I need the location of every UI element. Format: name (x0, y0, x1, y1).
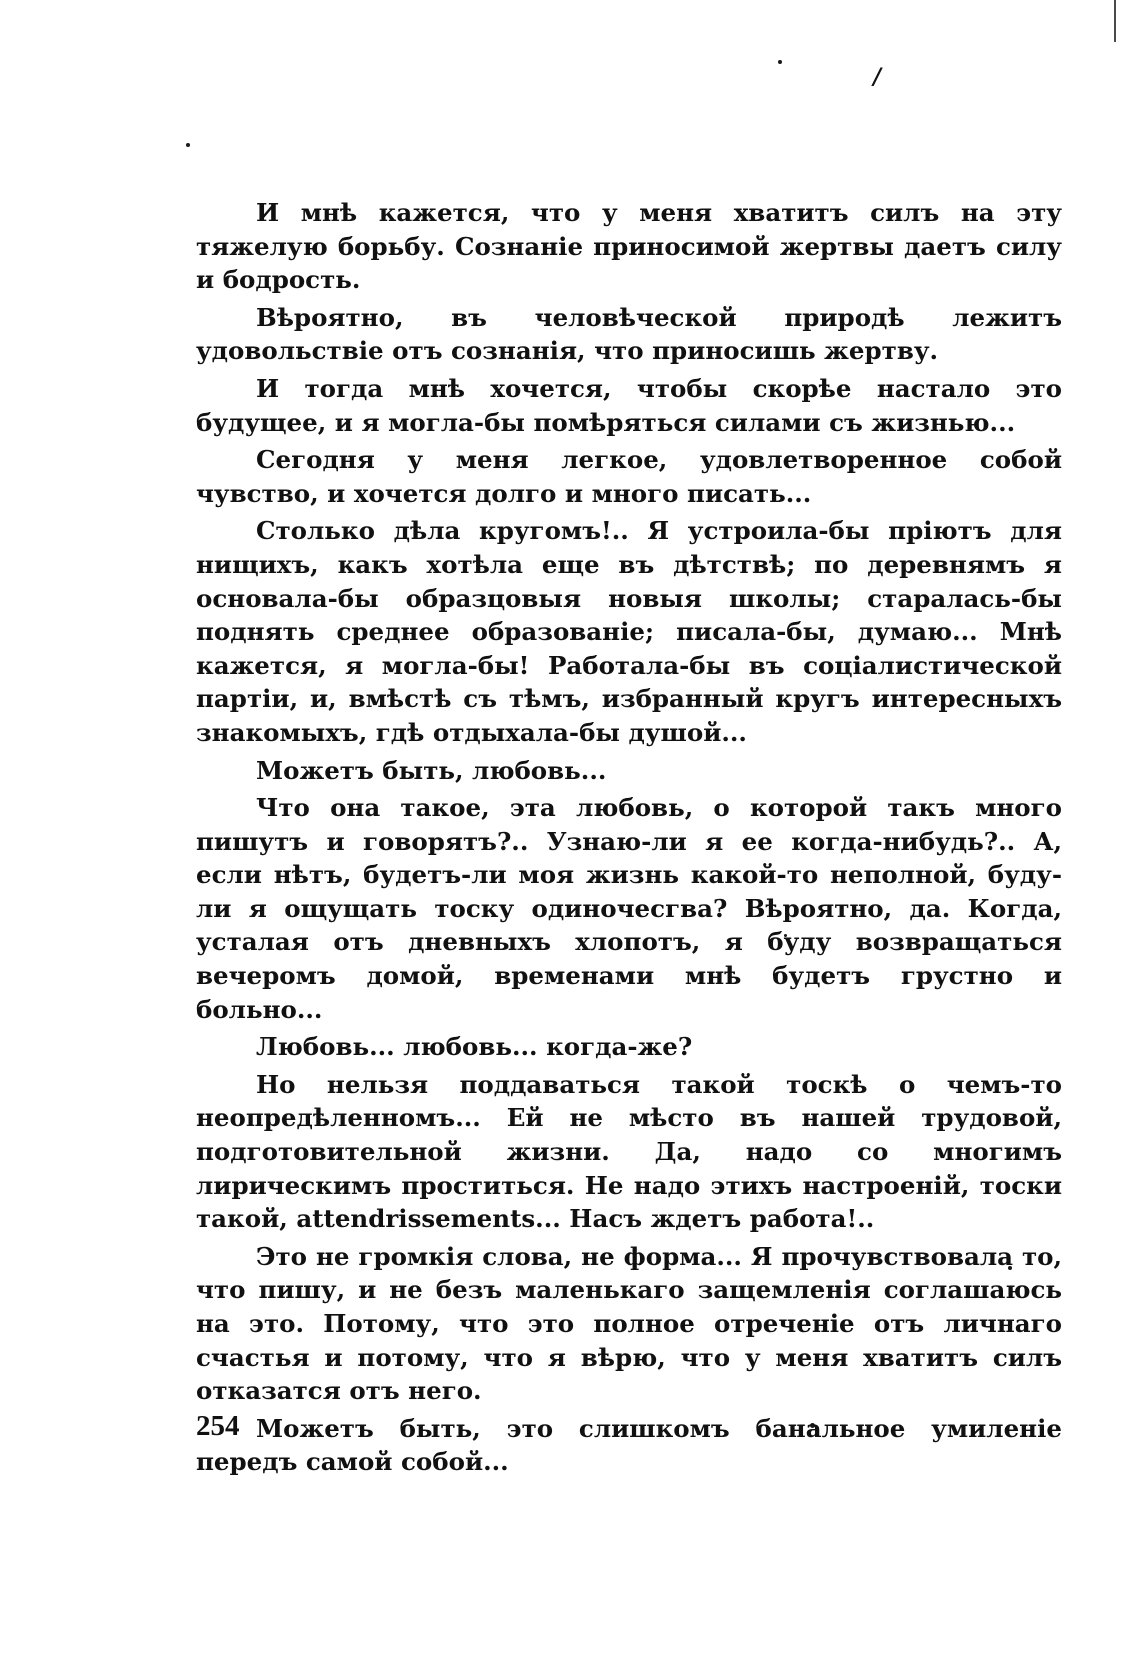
paragraph: Можетъ быть, это слишкомъ банальное умиленіе передъ самой собой... (196, 1413, 1062, 1477)
paragraph: Но нельзя поддаваться такой тоскѣ о чемъ-то неопредѣленномъ... Ей не мѣсто въ нашей трудовой, подготовительной жизни. Да, надо со многимъ лирическимъ проститься. Не надо этихъ настроеній, тоски такой, attendrissements... Насъ ждетъ работа!.. (196, 1069, 1062, 1234)
top-margin-mark: / (873, 64, 882, 90)
page-number: 254 (196, 1410, 240, 1442)
scan-edge-line (1114, 0, 1116, 42)
paragraph: Это не громкія слова, не форма... Я прочувствовала то, что пишу, и не безъ маленькаго защемленія соглашаюсь на это. Потому, что это полное отреченіе отъ личнаго счастья и потому, что я вѣрю, что у меня хватитъ силъ отказатся отъ него. (196, 1241, 1062, 1406)
paragraph: Что она такое, эта любовь, о которой такъ много пишутъ и говорятъ?.. Узнаю-ли я ее когда-нибудь?.. А, если нѣтъ, будетъ-ли моя жизнь какой-то неполной, буду-ли я ощущать тоску одиночесгва? Вѣроятно, да. Когда, усталая отъ дневныхъ хлопотъ, я буду возвращаться вечеромъ домой, временами мнѣ будетъ грустно и больно... (196, 793, 1062, 1024)
paragraph: Столько дѣла кругомъ!.. Я устроила-бы пріютъ для нищихъ, какъ хотѣла еще въ дѣтствѣ; по деревнямъ я основала-бы образцовыя новыя школы; старалась-бы поднять среднее образованіе; писала-бы, думаю... Мнѣ кажется, я могла-бы! Работала-бы въ соціалистической партіи, и, вмѣстѣ съ тѣмъ, избранный кругъ интересныхъ знакомыхъ, гдѣ отдыхала-бы душой... (196, 516, 1062, 747)
paragraph: Вѣроятно, въ человѣческой природѣ лежитъ удовольствіе отъ сознанія, что приносишь жертву. (196, 302, 1062, 366)
paragraph: Любовь... любовь... когда-же? (256, 1032, 693, 1062)
body-text (196, 196, 1062, 1483)
scan-speck (186, 143, 190, 147)
paragraph: И тогда мнѣ хочется, чтобы скорѣе настало это будущее, и я могла-бы помѣряться силами съ жизнью... (196, 373, 1062, 437)
paragraph: Сегодня у меня легкое, удовлетворенное собой чувство, и хочется долго и много писать... (196, 445, 1062, 508)
scan-speck (778, 60, 782, 64)
paragraph: Можетъ быть, любовь... (256, 755, 607, 785)
paragraph: И мнѣ кажется, что у меня хватитъ силъ на эту тяжелую борьбу. Сознаніе приносимой жертвы даетъ силу и бодрость. (196, 198, 1062, 295)
